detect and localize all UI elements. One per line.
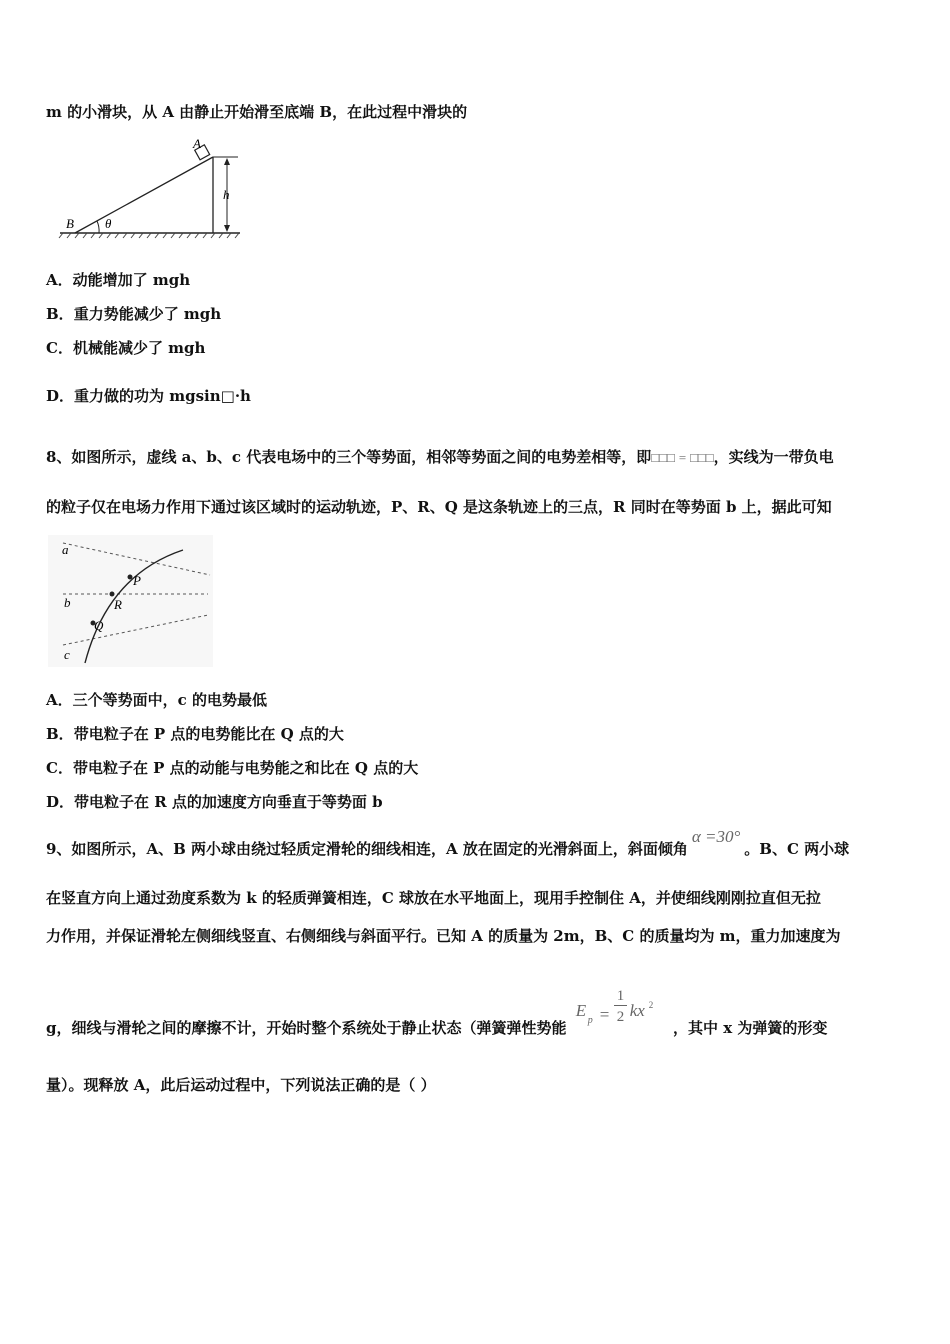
fraction-bar: [614, 1005, 627, 1006]
q7-option-c: C．机械能减少了 mgh: [46, 339, 206, 357]
q8-option-c: C．带电粒子在 P 点的动能与电势能之和比在 Q 点的大: [46, 759, 419, 777]
q9-line-2: 在竖直方向上通过劲度系数为 k 的轻质弹簧相连，C 球放在水平地面上，现用手控制住 A，并使细线刚刚拉直但无拉: [46, 889, 821, 907]
label-c: c: [64, 647, 70, 662]
equipotential-figure: [48, 535, 213, 667]
label-B: B: [66, 216, 74, 231]
q9-alpha-formula: α =30°: [691, 827, 741, 846]
q9-line-3: 力作用，并保证滑轮左侧细线竖直、右侧细线与斜面平行。已知 A 的质量为 2m，B、C 的质量均为 m，重力加速度为: [46, 927, 841, 945]
figure-background: [48, 535, 213, 667]
q8-line-1: 8、如图所示，虚线 a、b、c 代表电场中的三个等势面，相邻等势面之间的电势差相等，即□□□ = □□□，实线为一带负电: [46, 448, 834, 466]
q7-stem-line: m 的小滑块，从 A 由静止开始滑至底端 B，在此过程中滑块的: [46, 103, 468, 121]
q9-line-4: g，细线与滑轮之间的摩擦不计，开始时整个系统处于静止状态（弹簧弹性势能 E p = 1 2 kx 2 ，其中 x 为弹簧的形变: [46, 988, 828, 1037]
incline-figure: [55, 135, 245, 240]
label-R: R: [114, 597, 122, 612]
q7-option-d: D．重力做的功为 mgsin□·h: [46, 387, 251, 405]
q9-energy-formula: E p = 1 2 kx 2: [575, 988, 654, 1026]
label-Q: Q: [94, 618, 104, 633]
label-b: b: [64, 595, 71, 610]
incline-surface: [75, 157, 213, 233]
point-R: [110, 592, 115, 597]
angle-arc: [97, 221, 99, 233]
label-P: P: [133, 573, 141, 588]
label-a: a: [62, 542, 69, 557]
label-A: A: [193, 136, 201, 151]
q8-option-d: D．带电粒子在 R 点的加速度方向垂直于等势面 b: [46, 793, 383, 811]
q9-line-1: 9、如图所示，A、B 两小球由绕过轻质定滑轮的细线相连，A 放在固定的光滑斜面上，斜面倾角α =30°。B、C 两小球: [46, 827, 850, 858]
q7-option-b: B．重力势能减少了 mgh: [46, 305, 222, 323]
q8-line-2: 的粒子仅在电场力作用下通过该区域时的运动轨迹，P、R、Q 是这条轨迹上的三点，R 同时在等势面 b 上，据此可知: [46, 498, 832, 516]
q8-option-a: A．三个等势面中，c 的电势最低: [46, 691, 267, 709]
q8-potential-formula: □□□ = □□□: [651, 450, 714, 465]
point-P: [128, 575, 133, 580]
label-h: h: [223, 187, 230, 202]
q7-option-a: A．动能增加了 mgh: [46, 271, 191, 289]
q8-option-b: B．带电粒子在 P 点的电势能比在 Q 点的大: [46, 725, 344, 743]
label-theta: θ: [105, 216, 112, 231]
incline-ground: [59, 233, 240, 238]
q9-line-5: 量）。现释放 A，此后运动过程中，下列说法正确的是（ ）: [46, 1076, 436, 1094]
